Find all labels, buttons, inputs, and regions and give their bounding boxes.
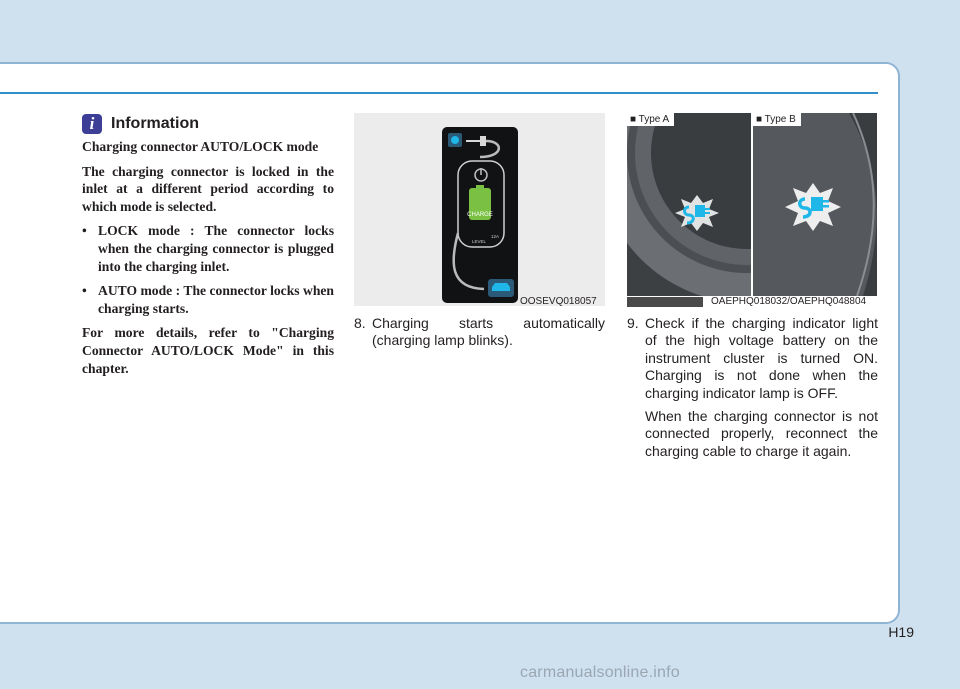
charging-display-illustration	[354, 113, 605, 306]
charge-label: CHARGE	[467, 212, 493, 218]
step-9-note: When the charging connector is not connected properly, reconnect the charging cable to charge it again.	[645, 408, 878, 459]
type-b-cluster-illustration	[753, 113, 877, 296]
information-body	[82, 138, 334, 384]
amps-label: 12A	[491, 234, 500, 239]
information-closing: For more details, refer to "Charging Connector AUTO/LOCK Mode" in this chapter.	[82, 325, 334, 376]
information-header	[82, 114, 199, 134]
type-a-cluster-figure	[627, 113, 751, 296]
information-subtitle: Charging connector AUTO/LOCK mode	[82, 139, 319, 154]
header-rule	[0, 92, 878, 94]
info-icon: i	[82, 114, 102, 134]
figure2-strip	[627, 297, 703, 307]
information-title: Information	[111, 115, 199, 132]
charging-display-figure	[354, 113, 605, 306]
page-number: H19	[888, 624, 914, 640]
step-8-number: 8.	[354, 315, 366, 331]
figure2-code: OAEPHQ018032/OAEPHQ048804	[711, 296, 867, 307]
step-9	[627, 315, 878, 460]
plug-icon	[448, 133, 462, 147]
charging-indicator-icon	[675, 195, 719, 231]
car-icon	[488, 279, 514, 297]
bullet-text-auto: AUTO mode : The connector locks when charging starts.	[98, 283, 334, 316]
information-intro: The charging connector is locked in the inlet at a different period according to which mode is selected.	[82, 163, 334, 214]
level-label: LEVEL	[472, 239, 487, 244]
list-item: • LOCK mode : The connector locks when the charging connector is plugged into the charging inlet.	[82, 223, 334, 274]
type-a-label: ■ Type A	[627, 113, 674, 126]
type-b-label: ■ Type B	[753, 113, 801, 126]
step-8-text: Charging starts automatically (charging lamp blinks).	[372, 315, 605, 349]
watermark-text: carmanualsonline.info	[520, 664, 680, 681]
step-9-text: Check if the charging indicator light of the high voltage battery on the instrument cluster is turned ON. Charging is not done when the charging indicator lamp is OFF.	[645, 315, 878, 401]
step-9-number: 9.	[627, 315, 639, 331]
type-b-cluster-figure	[753, 113, 877, 296]
information-bullets	[82, 222, 334, 317]
type-a-cluster-illustration	[627, 113, 751, 296]
bullet-text-lock: LOCK mode : The connector locks when the charging connector is plugged into the charging inlet.	[98, 223, 334, 274]
step-8	[354, 315, 605, 350]
list-item: • AUTO mode : The connector locks when charging starts.	[82, 283, 334, 316]
figure1-code: OOSEVQ018057	[520, 296, 597, 307]
